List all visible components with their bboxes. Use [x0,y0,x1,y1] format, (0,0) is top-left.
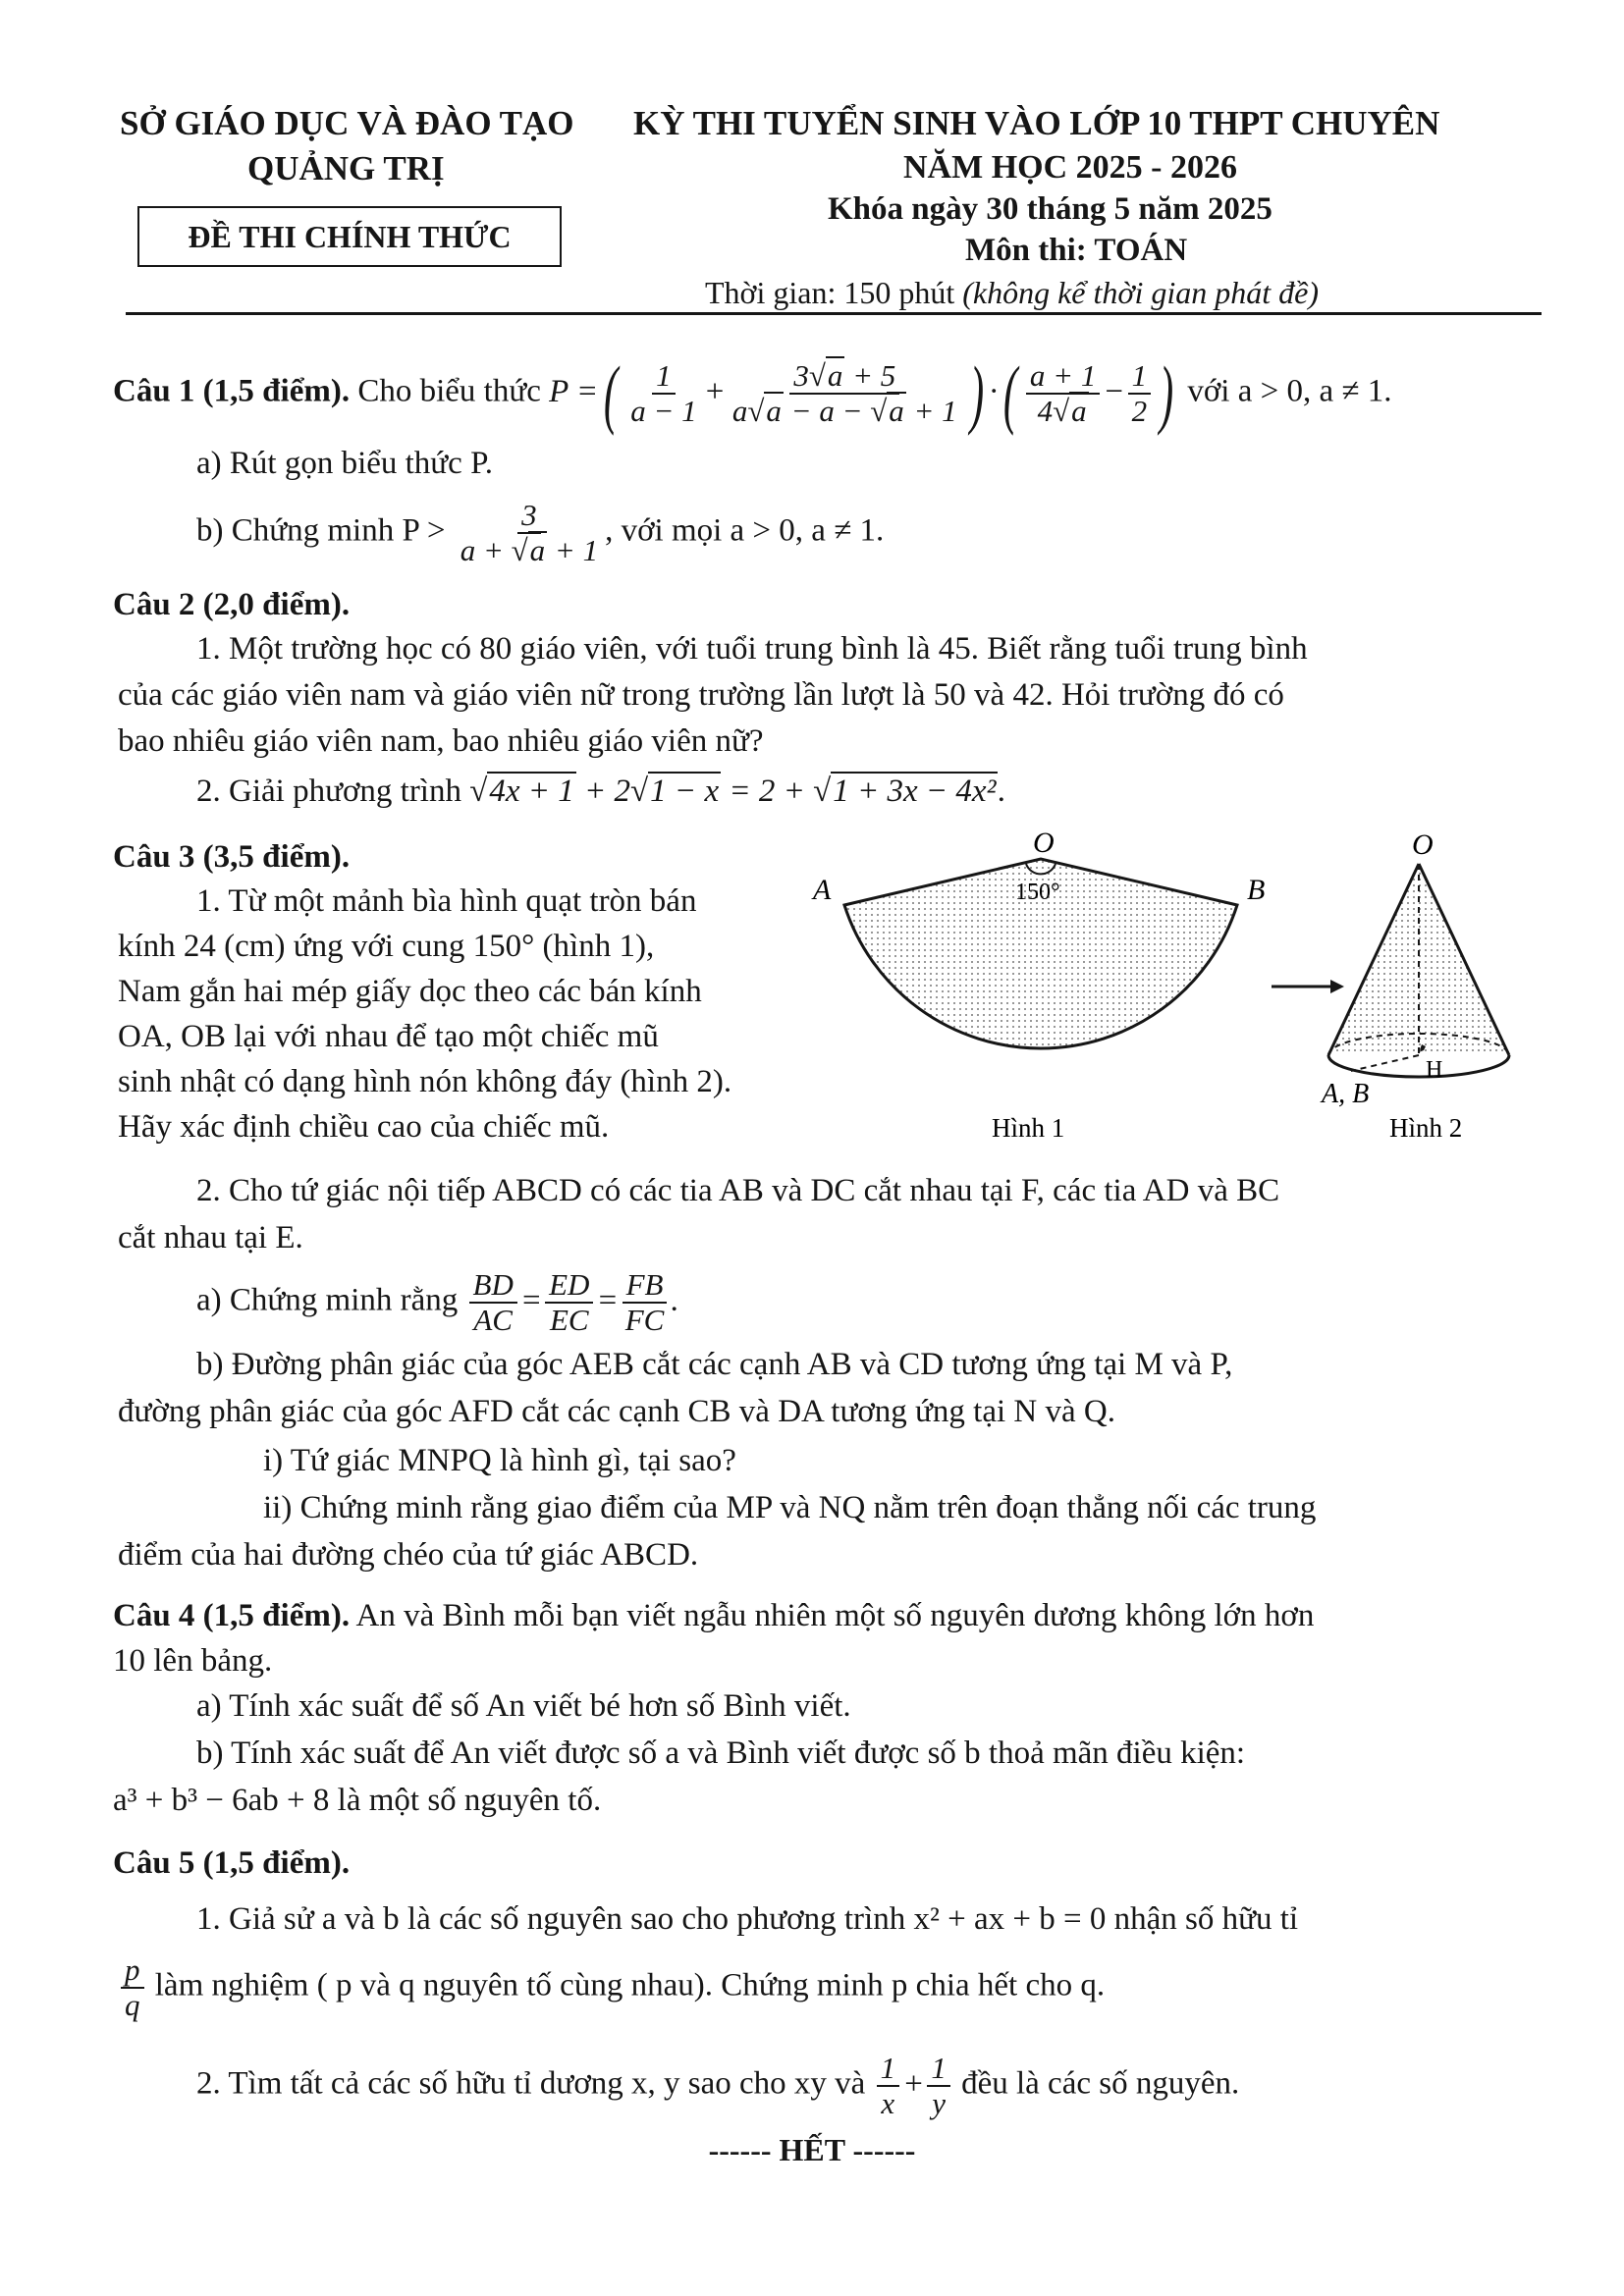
q1-intro: Cho biểu thức [357,373,541,409]
q1-a: a) Rút gọn biểu thức P. [196,446,494,481]
q5-p2-expr: $\frac{1}{x}$ + $\frac{1}{y}$ [874,2066,953,2102]
q1-b-post: , với mọi a > 0, a ≠ 1. [605,512,885,549]
q5-label: Câu 5 (1,5 điểm). [113,1845,351,1881]
q5-p2-pre: 2. Tìm tất cả các số hữu tỉ dương x, y sao cho xy và [196,2065,866,2102]
q3-p2-line2: cắt nhau tại E. [118,1220,303,1255]
q2-p1-line3: bao nhiêu giáo viên nam, bao nhiêu giáo viên nữ? [118,723,764,759]
exam-subject: Môn thi: TOÁN [965,233,1188,268]
q4-b-line1: b) Tính xác suất để An viết được số a và Bình viết được số b thoả mãn điều kiện: [196,1735,1246,1771]
fig1-caption: Hình 1 [992,1113,1065,1143]
cone-radius [1351,1055,1419,1071]
q2-p1-line2: của các giáo viên nam và giáo viên nữ trong trường lần lượt là 50 và 42. Hỏi trường đó có [118,677,1284,713]
q4-label: Câu 4 (1,5 điểm). [113,1598,351,1633]
q4-text: An và Bình mỗi bạn viết ngẫu nhiên một số nguyên dương không lớn hơn [355,1598,1315,1633]
q2-label: Câu 2 (2,0 điểm). [113,587,351,622]
q5-p1-line2-text: làm nghiệm ( p và q nguyên tố cùng nhau). Chứng minh p chia hết cho q. [154,1967,1106,2003]
q4-a: a) Tính xác suất để số An viết bé hơn số Bình viết. [196,1688,851,1724]
q2-p2-text: 2. Giải phương trình [196,774,461,809]
fig1-angle: 150° [1015,880,1060,905]
q3-p2b-ii-line1: ii) Chứng minh rằng giao điểm của MP và NQ nằm trên đoạn thẳng nối các trung [263,1490,1317,1525]
fig2-label-h: H [1426,1057,1443,1083]
exam-session: Khóa ngày 30 tháng 5 năm 2025 [828,191,1272,227]
q2-equation: √4x + 1 + 2√1 − x = 2 + √1 + 3x − 4x². [469,774,1006,809]
q2-p2 [196,774,1006,810]
q5-p2 [196,2052,1239,2120]
q3-p2b-line2: đường phân giác của góc AFD cắt các cạnh CB và DA tương ứng tại N và Q. [118,1394,1115,1429]
q3-p2b-line1: b) Đường phân giác của góc AEB cắt các cạnh AB và CD tương ứng tại M và P, [196,1347,1233,1382]
fig2-label-ab: A, B [1322,1079,1370,1109]
q3-p1-line6: Hãy xác định chiều cao của chiếc mũ. [118,1109,610,1145]
q5-p2-post: đều là các số nguyên. [961,2065,1240,2102]
header-divider [126,312,1542,315]
cone-base-front [1328,1055,1509,1077]
q3-p2b-i: i) Tứ giác MNPQ là hình gì, tại sao? [263,1443,736,1478]
q5-p1-line1: 1. Giả sử a và b là các số nguyên sao cho phương trình x² + ax + b = 0 nhận số hữu tỉ [196,1901,1299,1937]
dept-line2: QUẢNG TRỊ [247,149,445,187]
q3-p1-line3: Nam gắn hai mép giấy dọc theo các bán kính [118,974,702,1009]
exam-title: KỲ THI TUYỂN SINH VÀO LỚP 10 THPT CHUYÊN [633,104,1440,142]
fig1-label-b: B [1247,874,1266,906]
q3-p1-line4: OA, OB lại với nhau để tạo một chiếc mũ [118,1019,659,1054]
q4-line2: 10 lên bảng. [113,1643,273,1679]
q1-b-pre: b) Chứng minh P > [196,512,446,549]
q1-label: Câu 1 (1,5 điểm). [113,373,351,409]
q2-p1-line1: 1. Một trường học có 80 giáo viên, với tuổi trung bình là 45. Biết rằng tuổi trung bình [196,631,1308,667]
q1-condition: với a > 0, a ≠ 1. [1187,373,1392,409]
dept-line1: SỞ GIÁO DỤC VÀ ĐÀO TẠO [120,104,574,142]
q5-p1-line2 [118,1953,1105,2022]
q3-p1-line1: 1. Từ một mảnh bìa hình quạt tròn bán [196,883,697,919]
q3-figures [805,825,1542,1148]
fig2-caption: Hình 2 [1389,1113,1463,1143]
fig1-label-a: A [813,874,832,906]
q1-b [196,499,884,567]
q3-label: Câu 3 (3,5 điểm). [113,839,351,875]
q3-p2-line1: 2. Cho tứ giác nội tiếp ABCD có các tia AB và DC cắt nhau tại F, các tia AD và BC [196,1173,1280,1208]
exam-time-note: (không kể thời gian phát đề) [962,275,1319,310]
q1-formula: P =( $\frac{1}{a - 1}$ + $\frac{3√a + 5}{a√a - a - √a + 1}$ ) ·( $\frac{a + 1}{4√a}$ − $\frac{1}{2}$ ) [549,350,1174,436]
fig2-label-o: O [1412,828,1434,861]
q3-p2a [196,1268,679,1337]
q3-p1-line2: kính 24 (cm) ứng với cung 150° (hình 1), [118,929,655,964]
q4-line1 [113,1598,1314,1634]
end-marker: ------ HẾT ------ [708,2132,916,2167]
fig1-label-o: O [1033,827,1055,859]
q5-fraction-pq: $\frac{p}{q}$ [121,1953,144,2022]
q3-p2b-ii-line2: điểm của hai đường chéo của tứ giác ABCD. [118,1537,699,1573]
q1-b-fraction: $\frac{3}{a + √a + 1}$ [460,498,599,568]
q3-p1-line5: sinh nhật có dạng hình nón không đáy (hình 2). [118,1064,732,1099]
official-stamp: ĐỀ THI CHÍNH THỨC [137,206,562,267]
q3-ratio: $\frac{BD}{AC}$ = $\frac{ED}{EC}$ = $\frac{FB}{FC}$ . [466,1283,679,1318]
exam-time-text: Thời gian: 150 phút [705,275,955,310]
q1-line [113,350,1392,436]
q4-b-line2: a³ + b³ − 6ab + 8 là một số nguyên tố. [113,1783,602,1818]
arrow-head-icon [1330,980,1344,993]
school-year: NĂM HỌC 2025 - 2026 [903,149,1237,186]
exam-time [705,275,1319,311]
q3-p2a-text: a) Chứng minh rằng [196,1282,459,1318]
